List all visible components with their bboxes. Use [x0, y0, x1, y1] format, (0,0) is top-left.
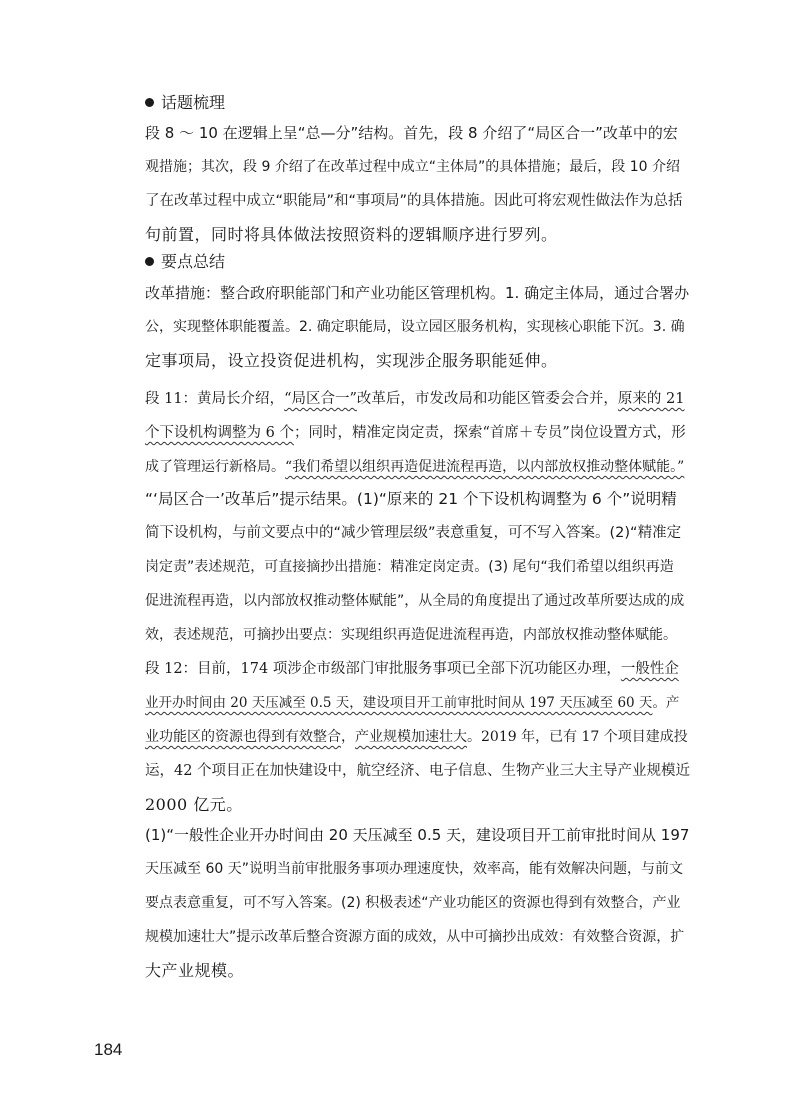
text-run: 段 12：目前，174 项涉企市级部门审批服务事项已全部下沉功能区办理， [145, 661, 621, 677]
text-line: 段 8 ～ 10 在逻辑上呈“总—分”结构。首先，段 8 介绍了“局区合一”改革中的宏 [145, 124, 678, 142]
text-run: 。2019 年，已有 17 个项目建成投 [467, 729, 688, 745]
summary-paragraph [145, 276, 690, 378]
text-line [145, 652, 690, 686]
underlined-phrase: “我们希望以组织再造促进流程再造，以内部放权推动整体赋能。” [285, 459, 685, 475]
underlined-phrase: 业功能区的资源也得到有效整合 [145, 729, 341, 745]
text-run: 段 11：黄局长介绍， [145, 391, 285, 407]
text-line: 要点表意重复，可不写入答案。(2) 积极表述“产业功能区的资源也得到有效整合，产业 [145, 895, 681, 911]
section-title: 话题梳理 [161, 93, 226, 112]
text-line: 改革措施：整合政府职能部门和产业功能区管理机构。1. 确定主体局，通过合署办 [145, 284, 690, 302]
section-title: 要点总结 [161, 252, 226, 271]
section-heading-topic [145, 91, 225, 115]
analysis-paragraph-12 [145, 818, 690, 988]
text-line [145, 686, 690, 720]
text-run: 。产 [652, 695, 680, 711]
text-run: 改革后，市发改局和功能区管委会合并， [356, 391, 618, 407]
text-line: 运，42 个项目正在加快建设中，航空经济、电子信息、生物产业三大主导产业规模近 [145, 763, 691, 779]
underlined-phrase: 个下设机构调整为 6 个 [145, 425, 294, 441]
text-line [145, 382, 690, 416]
text-line: 句前置，同时将具体做法按照资料的逻辑顺序进行罗列。 [145, 225, 558, 244]
bullet-icon [145, 98, 154, 107]
section-heading-summary [145, 250, 225, 274]
source-paragraph-12 [145, 652, 690, 822]
page-number: 184 [94, 1040, 123, 1059]
source-paragraph-11 [145, 382, 690, 484]
text-line [145, 450, 690, 484]
bullet-icon [145, 257, 154, 266]
text-line: 2000 亿元。 [145, 795, 243, 814]
text-line [145, 416, 690, 450]
topic-paragraph [145, 116, 690, 252]
text-line: 天压减至 60 天”说明当前审批服务事项办理速度快，效率高，能有效解决问题，与前文 [145, 861, 683, 877]
text-run: 成了管理运行新格局。 [145, 459, 285, 475]
analysis-paragraph-11 [145, 482, 690, 652]
underlined-phrase: 业开办时间由 20 天压减至 0.5 天，建设项目开工前审批时间从 197 天压减至 60 天 [145, 695, 653, 711]
text-line: 定事项局，设立投资促进机构，实现涉企服务职能延伸。 [145, 351, 558, 370]
text-line: 促进流程再造，以内部放权推动整体赋能”，从全局的角度提出了通过改革所要达成的成 [145, 593, 685, 609]
text-run: ， [341, 729, 355, 745]
text-line [145, 720, 690, 754]
underlined-phrase: 产业规模加速壮大 [355, 729, 467, 745]
text-line: “‘局区合一’改革后”提示结果。(1)“原来的 21 个下设机构调整为 6 个”说明精 [145, 490, 677, 508]
underlined-phrase: “局区合一” [284, 391, 357, 407]
text-line: 规模加速壮大”提示改革后整合资源方面的成效，从中可摘抄出成效：有效整合资源，扩 [145, 929, 685, 945]
text-line: 简下设机构，与前文要点中的“减少管理层级”表意重复，可不写入答案。(2)“精准定 [145, 525, 682, 541]
text-line: (1)“一般性企业开办时间由 20 天压减至 0.5 天，建设项目开工前审批时间从 197 [145, 826, 690, 844]
text-line: 效，表述规范，可摘抄出要点：实现组织再造促进流程再造，内部放权推动整体赋能。 [145, 627, 677, 643]
underlined-phrase: 一般性企 [620, 661, 679, 677]
text-run: ；同时，精准定岗定责，探索“首席＋专员”岗位设置方式，形 [293, 425, 686, 441]
text-line: 观措施；其次，段 9 介绍了在改革过程中成立“主体局”的具体措施；最后，段 10 介绍 [145, 159, 681, 175]
text-line: 岗定责”表述规范，可直接摘抄出措施：精准定岗定责。(3) 尾句“我们希望以组织再造 [145, 559, 674, 575]
text-line: 公，实现整体职能覆盖。2. 确定职能局，设立园区服务机构，实现核心职能下沉。3. 确 [145, 319, 685, 335]
text-line: 大产业规模。 [145, 961, 245, 980]
text-line: 了在改革过程中成立“职能局”和“事项局”的具体措施。因此可将宏观性做法作为总括 [145, 193, 683, 209]
underlined-phrase: 原来的 21 [617, 391, 685, 407]
